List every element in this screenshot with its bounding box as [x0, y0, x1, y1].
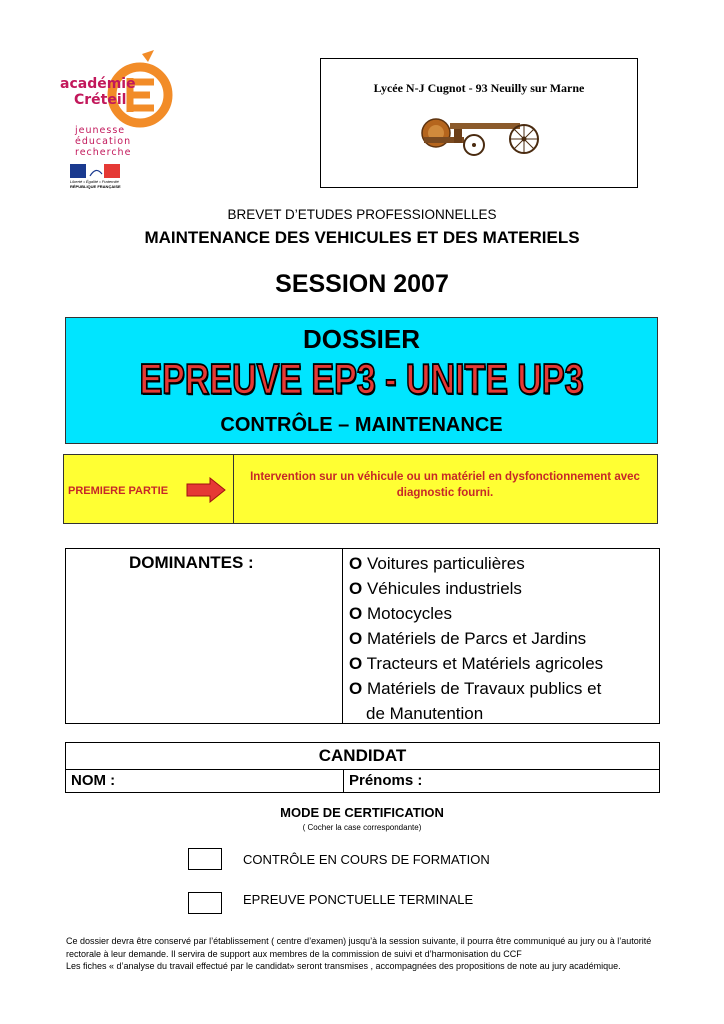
dominantes-label: DOMINANTES : [129, 553, 254, 572]
logo-line-academie: académie [60, 76, 136, 92]
dominante-item[interactable] [349, 676, 603, 701]
mode-hint: ( Cocher la case correspondante) [302, 823, 422, 832]
marianne-flag-icon [70, 164, 120, 178]
logo-flag-sub: RÉPUBLIQUE FRANÇAISE [70, 184, 121, 189]
session-title: SESSION 2007 [275, 270, 449, 298]
dominantes-divider [342, 549, 343, 723]
dominante-label: Voitures particulières [366, 554, 525, 573]
ponctuelle-label: EPREUVE PONCTUELLE TERMINALE [243, 892, 474, 907]
ccf-label: CONTRÔLE EN COURS DE FORMATION [243, 852, 490, 867]
dominante-label: Tracteurs et Matériels agricoles [366, 654, 604, 673]
checkbox-marker-icon: O [349, 629, 363, 648]
dominante-item[interactable] [349, 576, 603, 601]
checkbox-marker-icon: O [349, 679, 363, 698]
candidat-divider [66, 769, 659, 770]
candidat-box [65, 742, 660, 793]
checkbox-marker-icon: O [349, 604, 363, 623]
dominante-label: Matériels de Travaux publics et [366, 679, 602, 698]
logo-sub-recherche: recherche [75, 147, 132, 158]
academie-creteil-logo [60, 50, 175, 200]
mode-title: MODE DE CERTIFICATION [280, 805, 444, 820]
bep-title: BREVET D’ETUDES PROFESSIONNELLES [227, 207, 497, 222]
footer-note [66, 935, 666, 973]
partie-label: PREMIERE PARTIE [68, 485, 169, 497]
dossier-subtitle: CONTRÔLE – MAINTENANCE [220, 414, 503, 436]
dossier-box [65, 317, 658, 444]
school-box [320, 58, 638, 188]
checkbox-marker-icon: O [349, 579, 363, 598]
dossier-title: DOSSIER [302, 324, 421, 354]
prenoms-field[interactable]: Prénoms : [349, 772, 423, 789]
partie-description: Intervention sur un véhicule ou un matériel en dysfonctionnement avec diagnostic fourni. [250, 471, 640, 499]
logo-line-creteil: Créteil [74, 92, 127, 108]
partie-box [63, 454, 658, 524]
dominante-item[interactable] [349, 626, 603, 651]
footer-note-line: Ce dossier devra être conservé par l’établissement ( centre d’examen) jusqu’à la session suivante, il pourra être communiqué au jury ou à l’autorité [66, 936, 652, 946]
checkbox-marker-icon: O [349, 554, 363, 573]
cugnot-steam-car-image [414, 107, 546, 157]
dominantes-list [349, 551, 603, 726]
nom-divider [343, 769, 344, 792]
logo-flag-text: Liberté • Égalité • Fraternité [70, 179, 119, 184]
logo-sub-education: éducation [75, 136, 132, 147]
specialty-title: MAINTENANCE DES VEHICULES ET DES MATERIELS [144, 228, 580, 247]
dominante-label: Véhicules industriels [366, 579, 522, 598]
partie-divider [233, 455, 234, 523]
nom-field[interactable]: NOM : [71, 772, 116, 789]
checkbox-marker-icon: O [349, 654, 363, 673]
arrow-right-icon [186, 477, 226, 503]
dominante-continuation: de Manutention [366, 704, 484, 723]
epreuve-title: EPREUVE EP3 - UNITE UP3 [139, 356, 584, 404]
footer-note-line: Les fiches « d’analyse du travail effectué par le candidat» seront transmises , accompagnées des propositions de note au jury académique. [66, 961, 621, 971]
ccf-checkbox[interactable] [188, 848, 222, 870]
dominante-item[interactable] [349, 601, 603, 626]
logo-sub-jeunesse: jeunesse [75, 125, 126, 136]
footer-note-line: rectorale à leur demande. Il servira de support aux membres de la commission de suivi et d’harmonisation du CCF [66, 948, 522, 959]
school-name: Lycée N-J Cugnot - 93 Neuilly sur Marne [373, 81, 585, 95]
dominante-item[interactable] [349, 651, 603, 676]
dominante-label: Matériels de Parcs et Jardins [366, 629, 587, 648]
ponctuelle-checkbox[interactable] [188, 892, 222, 914]
candidat-title: CANDIDAT [318, 746, 407, 765]
dominante-item[interactable] [349, 551, 603, 576]
dominante-label: Motocycles [366, 604, 452, 623]
dominantes-box [65, 548, 660, 724]
